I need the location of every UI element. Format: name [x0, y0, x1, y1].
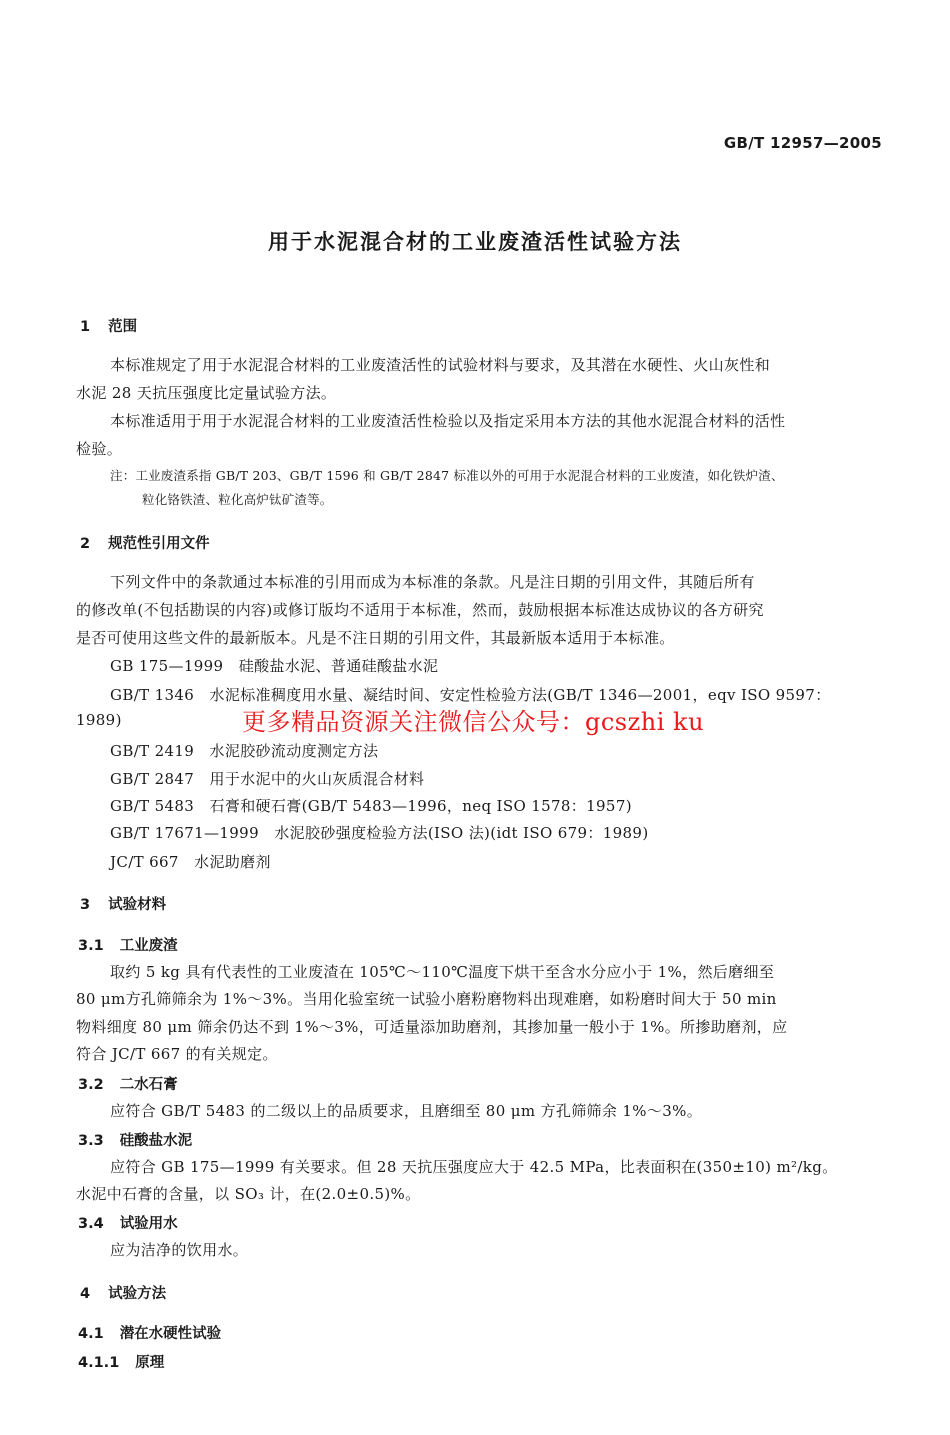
subsection-number: 3.3	[78, 1133, 104, 1149]
subsection-title: 硅酸盐水泥	[119, 1133, 193, 1149]
paragraph-line: 的修改单(不包括勘误的内容)或修订版均不适用于本标准，然而，鼓励根据本标准达成协议的各方研究	[76, 601, 764, 619]
reference-item: GB 175—1999 硅酸盐水泥、普通硅酸盐水泥	[110, 657, 439, 675]
reference-item: GB/T 2419 水泥胶砂流动度测定方法	[110, 742, 379, 760]
watermark-text: 更多精品资源关注微信公众号：gcszhi ku	[242, 708, 705, 736]
paragraph-line: 取约 5 kg 具有代表性的工业废渣在 105℃～110℃温度下烘干至含水分应小于 1%，然后磨细至	[110, 963, 775, 981]
paragraph-line: 80 μm方孔筛筛余为 1%～3%。当用化验室统一试验小磨粉磨物料出现难磨，如粉磨时间大于 50 min	[76, 990, 777, 1008]
section-number: 2	[80, 536, 91, 552]
section-title: 范围	[108, 319, 138, 335]
note-line: 粒化铬铁渣、粒化高炉钛矿渣等。	[142, 492, 333, 507]
subsection-title: 工业废渣	[119, 938, 178, 954]
subsection-title: 原理	[135, 1355, 165, 1371]
paragraph-line: 符合 JC/T 667 的有关规定。	[76, 1045, 278, 1063]
subsection-title: 试验用水	[119, 1216, 178, 1232]
paragraph-line: 应符合 GB 175—1999 有关要求。但 28 天抗压强度应大于 42.5 MPa，比表面积在(350±10) m²/kg。	[110, 1158, 838, 1176]
paragraph-line: 是否可使用这些文件的最新版本。凡是不注日期的引用文件，其最新版本适用于本标准。	[76, 629, 675, 647]
reference-item: GB/T 5483 石膏和硬石膏(GB/T 5483—1996，neq ISO 1578：1957)	[110, 797, 632, 815]
subsection-number: 3.2	[78, 1077, 104, 1093]
subsection-number: 3.4	[78, 1216, 104, 1232]
subsection-3-1-heading	[78, 934, 178, 955]
paragraph-line: 本标准适用于用于水泥混合材料的工业废渣活性检验以及指定采用本方法的其他水泥混合材料的活性	[110, 412, 786, 430]
reference-item: GB/T 2847 用于水泥中的火山灰质混合材料	[110, 770, 425, 788]
section-1-heading	[80, 315, 137, 336]
paragraph-line: 检验。	[76, 440, 123, 458]
reference-item: 1989)	[76, 711, 122, 729]
note-line: 注：工业废渣系指 GB/T 203、GB/T 1596 和 GB/T 2847 标准以外的可用于水泥混合材料的工业废渣，如化铁炉渣、	[110, 468, 784, 483]
subsection-number: 4.1.1	[78, 1355, 120, 1371]
section-number: 1	[80, 319, 91, 335]
section-3-heading	[80, 893, 166, 914]
standard-number: GB/T 12957—2005	[723, 134, 882, 152]
paragraph-line: 物料细度 80 μm 筛余仍达不到 1%～3%，可适量添加助磨剂，其掺加量一般小于 1%。所掺助磨剂，应	[76, 1018, 788, 1036]
subsection-3-2-heading	[78, 1073, 178, 1094]
section-4-heading	[80, 1282, 166, 1303]
document-title: 用于水泥混合材的工业废渣活性试验方法	[268, 230, 682, 254]
subsection-4-1-heading	[78, 1322, 221, 1343]
section-title: 规范性引用文件	[108, 536, 210, 552]
reference-item: GB/T 17671—1999 水泥胶砂强度检验方法(ISO 法)(idt ISO 679：1989)	[110, 824, 649, 842]
section-title: 试验材料	[108, 897, 167, 913]
subsection-4-1-1-heading	[78, 1351, 164, 1372]
section-number: 3	[80, 897, 91, 913]
subsection-3-3-heading	[78, 1129, 192, 1150]
subsection-3-4-heading	[78, 1212, 178, 1233]
subsection-title: 潜在水硬性试验	[119, 1326, 222, 1342]
subsection-number: 3.1	[78, 938, 104, 954]
paragraph-line: 下列文件中的条款通过本标准的引用而成为本标准的条款。凡是注日期的引用文件，其随后所有	[110, 573, 755, 591]
reference-item: GB/T 1346 水泥标准稠度用水量、凝结时间、安定性检验方法(GB/T 1346—2001，eqv ISO 9597：	[110, 686, 831, 704]
paragraph-line: 水泥 28 天抗压强度比定量试验方法。	[76, 384, 337, 402]
paragraph-line: 水泥中石膏的含量，以 SO₃ 计，在(2.0±0.5)%。	[76, 1185, 421, 1203]
paragraph-line: 应为洁净的饮用水。	[110, 1241, 249, 1259]
subsection-title: 二水石膏	[119, 1077, 178, 1093]
reference-item: JC/T 667 水泥助磨剂	[110, 853, 271, 871]
section-title: 试验方法	[108, 1286, 167, 1302]
section-number: 4	[80, 1286, 91, 1302]
section-2-heading	[80, 532, 210, 553]
subsection-number: 4.1	[78, 1326, 104, 1342]
paragraph-line: 应符合 GB/T 5483 的二级以上的品质要求，且磨细至 80 μm 方孔筛筛余 1%～3%。	[110, 1102, 703, 1120]
paragraph-line: 本标准规定了用于水泥混合材料的工业废渣活性的试验材料与要求，及其潜在水硬性、火山灰性和	[110, 356, 771, 374]
